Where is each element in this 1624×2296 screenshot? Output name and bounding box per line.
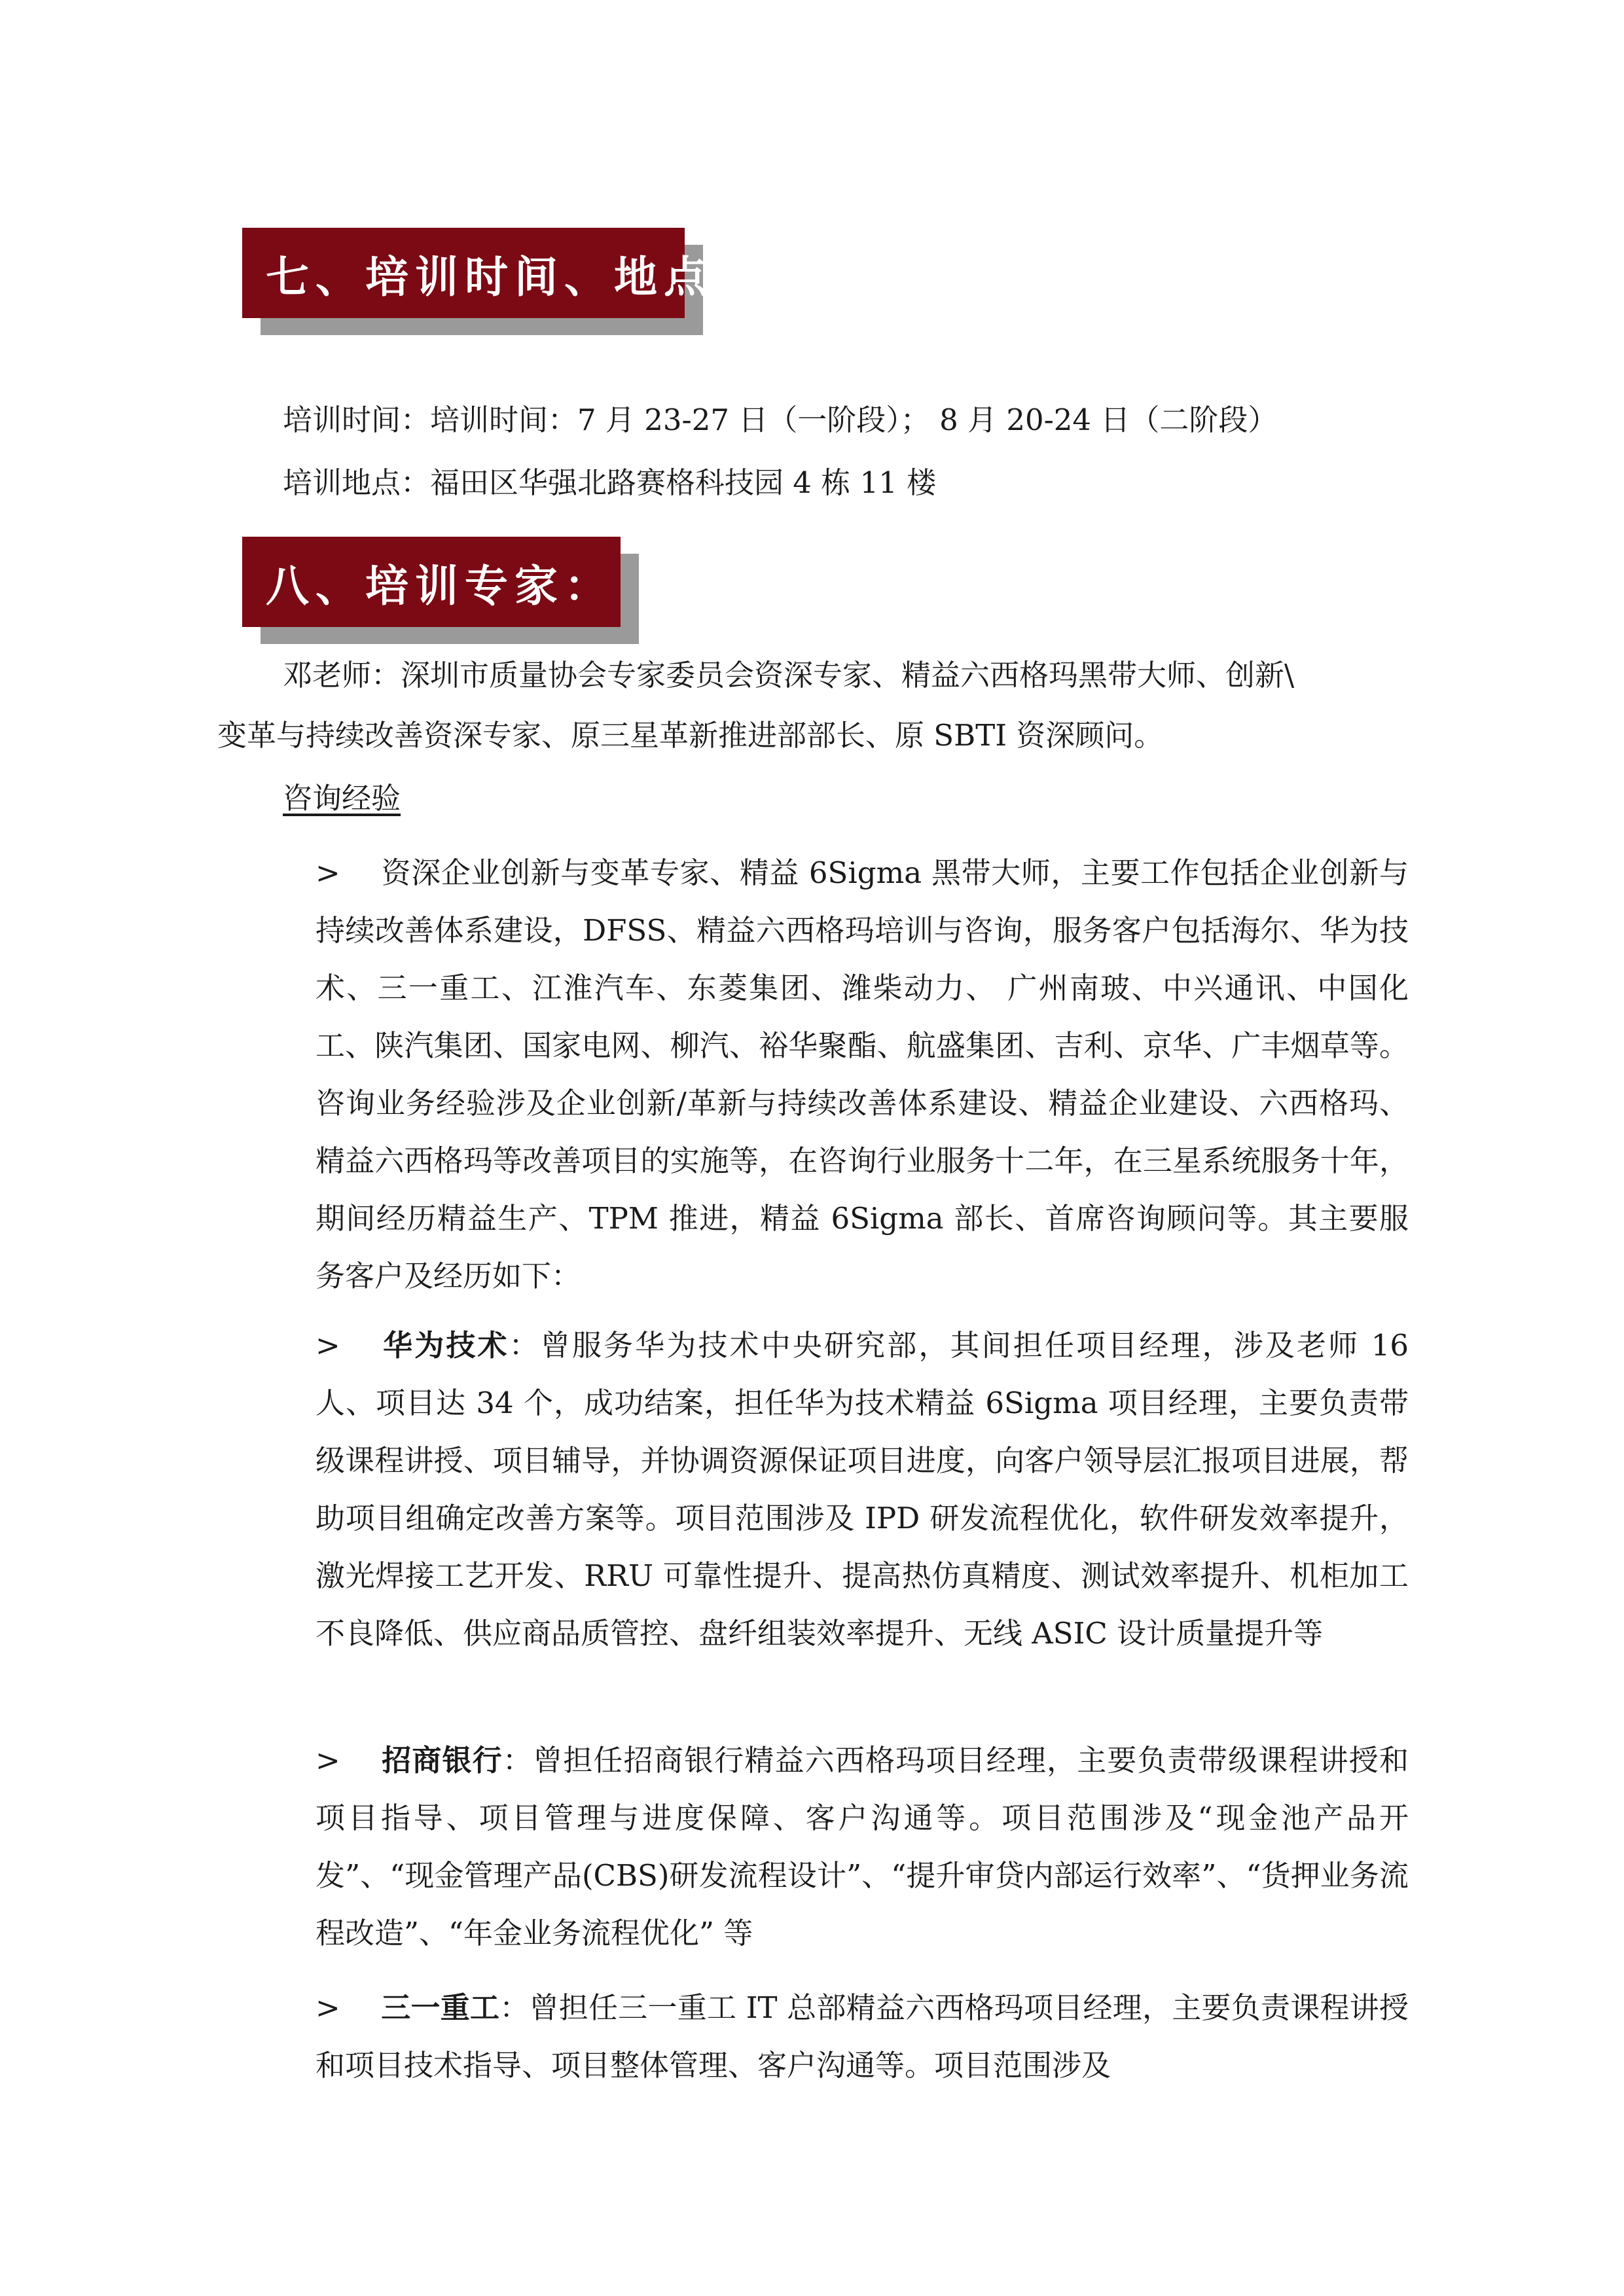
section-7-title: 七、培训时间、地点： [242,228,685,318]
expert-intro-line-2: 变革与持续改善资深专家、原三星革新推进部部长、原 SBTI 资深顾问。 [217,718,1164,753]
bullet-marker: > [316,1328,340,1363]
bullet-3-text: ：曾担任招商银行精益六西格玛项目经理，主要负责带级课程讲授和项目指导、项目管理与进度保障、客户沟通等。项目范围涉及“现金池产品开发”、“现金管理产品(CBS)研发流程设计”、“提升审贷内部运行效率”、“货押业务流程改造”、“年金业务流程优化” 等 [316,1743,1409,1950]
bullet-item-1 [316,844,1409,1305]
section-8-title: 八、培训专家： [242,537,621,627]
bullet-marker: > [316,855,340,890]
bullet-4-text: ：曾担任三一重工 IT 总部精益六西格玛项目经理，主要负责课程讲授和项目技术指导、项目整体管理、客户沟通等。项目范围涉及 [316,1990,1409,2083]
bullet-2-label: 华为技术 [381,1328,509,1363]
bullet-3-label: 招商银行 [381,1743,503,1778]
bullet-item-2 [316,1317,1409,1662]
bullet-item-3 [316,1732,1409,1962]
expert-intro-line-1: 邓老师：深圳市质量协会专家委员会资深专家、精益六西格玛黑带大师、创新\ [283,658,1295,692]
training-time-line: 培训时间：培训时间：7 月 23-27 日（一阶段）； 8 月 20-24 日（二阶段） [283,403,1278,437]
bullet-4-label: 三一重工 [381,1990,500,2025]
bullet-2-text: ：曾服务华为技术中央研究部，其间担任项目经理，涉及老师 16 人、项目达 34 个，成功结案，担任华为技术精益 6Sigma 项目经理，主要负责带级课程讲授、项目辅导，并协调资源保证项目进度，向客户领导层汇报项目进展，帮助项目组确定改善方案等。项目范围涉及 IPD 研发流程优化，软件研发效率提升，激光焊接工艺开发、RRU 可靠性提升、提高热仿真精度、测试效率提升、机柜加工不良降低、供应商品质管控、盘纤组装效率提升、无线 ASIC 设计质量提升等 [316,1328,1409,1651]
bullet-marker: > [316,1743,340,1778]
bullet-item-4 [316,1979,1409,2094]
training-location-line: 培训地点：福田区华强北路赛格科技园 4 栋 11 楼 [283,465,937,500]
consulting-experience-heading: 咨询经验 [283,781,401,816]
bullet-marker: > [316,1990,340,2025]
bullet-1-text: 资深企业创新与变革专家、精益 6Sigma 黑带大师，主要工作包括企业创新与持续改善体系建设，DFSS、精益六西格玛培训与咨询，服务客户包括海尔、华为技术、三一重工、江淮汽车、东菱集团、潍柴动力、 广州南玻、中兴通讯、中国化工、陕汽集团、国家电网、柳汽、裕华聚酯、航盛集团、吉利、京华、广丰烟草等。咨询业务经验涉及企业创新/革新与持续改善体系建设、精益企业建设、六西格玛、精益六西格玛等改善项目的实施等，在咨询行业服务十二年，在三星系统服务十年，期间经历精益生产、TPM 推进，精益 6Sigma 部长、首席咨询顾问等。其主要服务客户及经历如下： [316,855,1409,1293]
